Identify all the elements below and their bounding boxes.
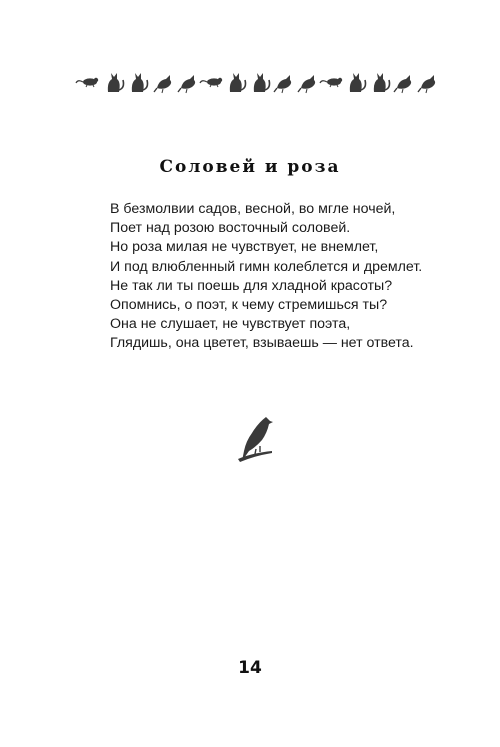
mouse-icon: [200, 78, 222, 87]
bird-icon: [154, 75, 171, 93]
cat-icon: [108, 73, 124, 92]
poem-line: Глядишь, она цветет, взываешь — нет ответа.: [110, 335, 414, 352]
cat-icon: [230, 73, 246, 92]
bird-on-branch-icon: [236, 413, 276, 465]
cat-icon: [132, 73, 148, 92]
poem-line: Но роза милая не чувствует, не внемлет,: [110, 239, 379, 256]
poem-line: В безмолвии садов, весной, во мгле ночей,: [110, 201, 396, 217]
mouse-icon: [320, 78, 342, 87]
bird-icon: [418, 75, 435, 93]
bird-icon: [274, 75, 291, 93]
poem-line: Поет над розою восточный соловей.: [110, 220, 351, 237]
cat-icon: [254, 73, 270, 92]
poem-title: Соловей и роза: [159, 157, 341, 177]
poem-line: Она не слушает, не чувствует поэта,: [110, 316, 351, 333]
poem-line: Не так ли ты поешь для хладной красоты?: [110, 277, 393, 294]
mouse-icon: [76, 78, 98, 87]
poem-line: И под влюбленный гимн колеблется и дремлет.: [110, 258, 423, 275]
cat-icon: [374, 73, 390, 92]
bird-icon: [394, 75, 411, 93]
page-number: 14: [238, 658, 262, 678]
bird-icon: [298, 75, 315, 93]
ornament-border: [74, 68, 440, 96]
cat-icon: [350, 73, 366, 92]
bird-icon: [178, 75, 195, 93]
poem-body: [110, 200, 450, 354]
poem-line: Опомнись, о поэт, к чему стремишься ты?: [110, 297, 388, 314]
